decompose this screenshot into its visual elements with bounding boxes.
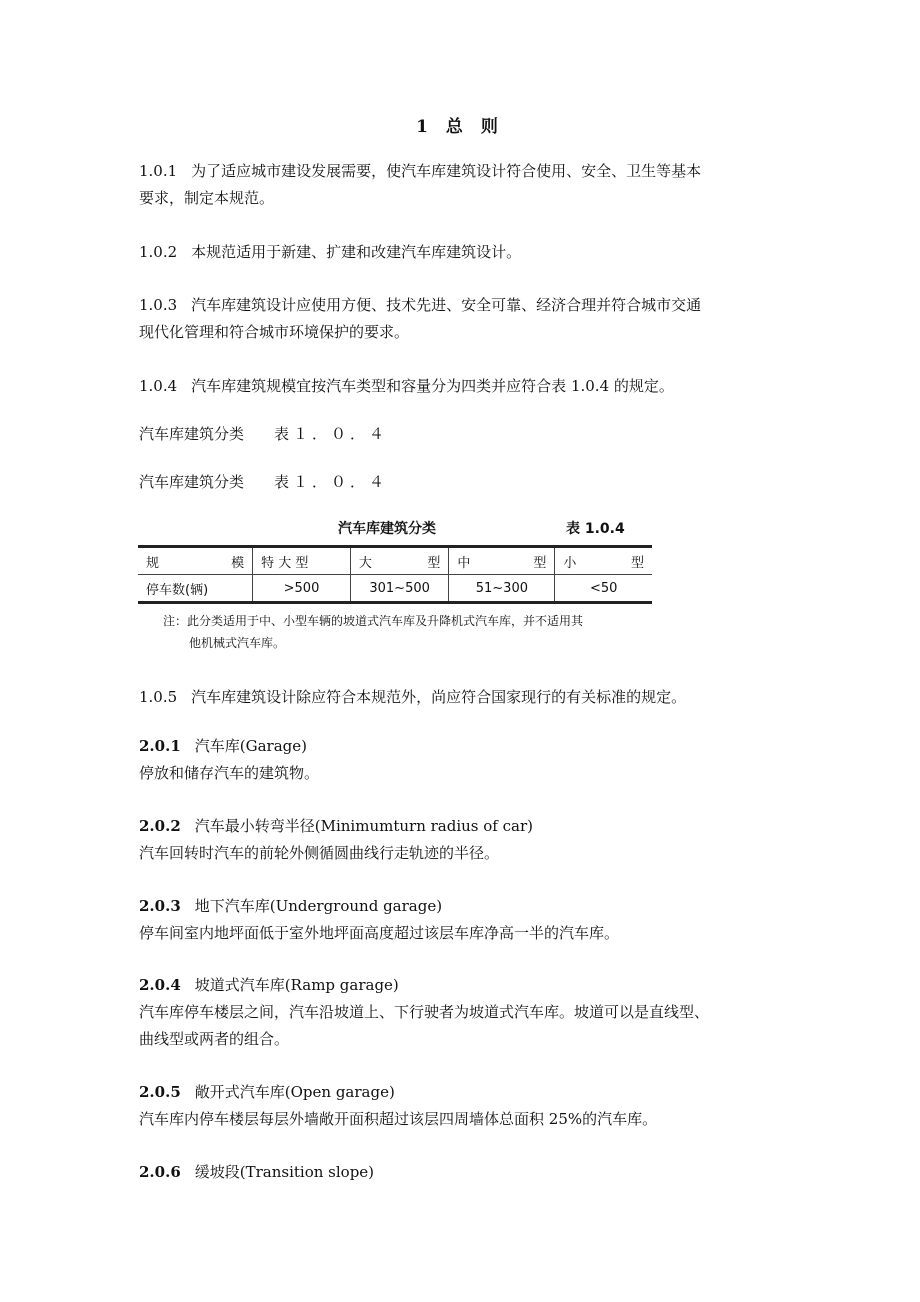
section-text-cont: 现代化管理和符合城市环境保护的要求。 [139,323,410,341]
section-1-0-2 [139,239,789,266]
section-text: 汽车库建筑规模宜按汽车类型和容量分为四类并应符合表 1.0.4 的规定。 [191,377,674,395]
term-number: 2.0.5 [139,1083,181,1101]
table-caption [139,421,388,448]
caption-name: 汽车库建筑分类 [139,425,245,443]
table-caption [139,469,388,496]
header-cell-scale [138,547,253,575]
term-heading: 汽车最小转弯半径(Minimumturn radius of car) [194,817,533,835]
header-char: 型 [630,555,644,571]
value-cell: 51~300 [449,575,555,603]
table-header-row [138,547,652,575]
header-cell-extra-large: 特 大 型 [253,547,351,575]
section-number: 1.0.2 [139,243,178,261]
term-2-0-6 [139,1159,789,1186]
term-definition: 汽车库停车楼层之间，汽车沿坡道上、下行驶者为坡道式汽车库。坡道可以是直线型、 [139,1003,710,1021]
section-number: 1.0.3 [139,296,178,314]
classification-table [138,545,652,604]
section-text: 汽车库建筑设计除应符合本规范外，尚应符合国家现行的有关标准的规定。 [191,688,687,706]
term-number: 2.0.4 [139,976,181,994]
section-number: 1.0.4 [139,377,178,395]
section-number: 1.0.5 [139,688,178,706]
term-number: 2.0.3 [139,897,181,915]
section-text: 本规范适用于新建、扩建和改建汽车库建筑设计。 [191,243,522,261]
caption-table-number: 表１．０．４ [274,425,389,443]
term-definition: 停放和储存汽车的建筑物。 [139,764,320,782]
row-label: 停车数(辆) [138,575,253,603]
header-char: 小 [563,555,577,571]
value-cell: <50 [589,580,618,596]
table-title: 汽车库建筑分类 [338,521,436,537]
term-heading: 坡道式汽车库(Ramp garage) [194,976,399,994]
term-2-0-3 [139,893,789,947]
section-1-0-5 [139,684,789,711]
note-line: 注：此分类适用于中、小型车辆的坡道式汽车库及升降机式汽车库，并不适用其 [163,614,584,628]
term-definition-cont: 曲线型或两者的组合。 [139,1030,290,1048]
header-cell-small [555,547,652,575]
table-note [163,610,663,654]
header-char: 模 [231,555,245,571]
term-2-0-2 [139,813,789,867]
term-definition: 停车间室内地坪面低于室外地坪面高度超过该层车库净高一半的汽车库。 [139,924,620,942]
term-number: 2.0.2 [139,817,181,835]
note-line: 他机械式汽车库。 [189,636,286,650]
section-text: 为了适应城市建设发展需要，使汽车库建筑设计符合使用、安全、卫生等基本 [191,162,702,180]
header-char: 规 [146,555,160,571]
header-cell-medium [449,547,555,575]
table-number: 表 1.0.4 [566,521,625,537]
chapter-title: 1 总 则 [416,117,504,137]
classification-table-figure [138,518,658,658]
caption-name: 汽车库建筑分类 [139,473,245,491]
section-text: 汽车库建筑设计应使用方便、技术先进、安全可靠、经济合理并符合城市交通 [191,296,702,314]
term-heading: 敞开式汽车库(Open garage) [194,1083,395,1101]
term-number: 2.0.6 [139,1163,181,1181]
value-cell: >500 [253,575,351,603]
caption-table-number: 表１．０．４ [274,473,389,491]
term-2-0-5 [139,1079,789,1133]
header-char: 大 [358,555,372,571]
section-1-0-4 [139,373,789,400]
header-cell-large [350,547,448,575]
header-char: 型 [427,555,441,571]
term-heading: 汽车库(Garage) [194,737,307,755]
value-cell: 301~500 [350,575,448,603]
term-heading: 缓坡段(Transition slope) [194,1163,375,1181]
table-row [138,575,652,603]
section-number: 1.0.1 [139,162,178,180]
term-number: 2.0.1 [139,737,181,755]
term-heading: 地下汽车库(Underground garage) [194,897,443,915]
header-char: 型 [533,555,547,571]
section-text-cont: 要求，制定本规范。 [139,189,275,207]
term-definition: 汽车回转时汽车的前轮外侧循圆曲线行走轨迹的半径。 [139,844,500,862]
section-1-0-1 [139,158,789,212]
term-definition: 汽车库内停车楼层每层外墙敞开面积超过该层四周墙体总面积 25%的汽车库。 [139,1110,658,1128]
header-char: 中 [457,555,471,571]
section-1-0-3 [139,292,789,346]
term-2-0-1 [139,733,789,787]
term-2-0-4 [139,972,789,1053]
